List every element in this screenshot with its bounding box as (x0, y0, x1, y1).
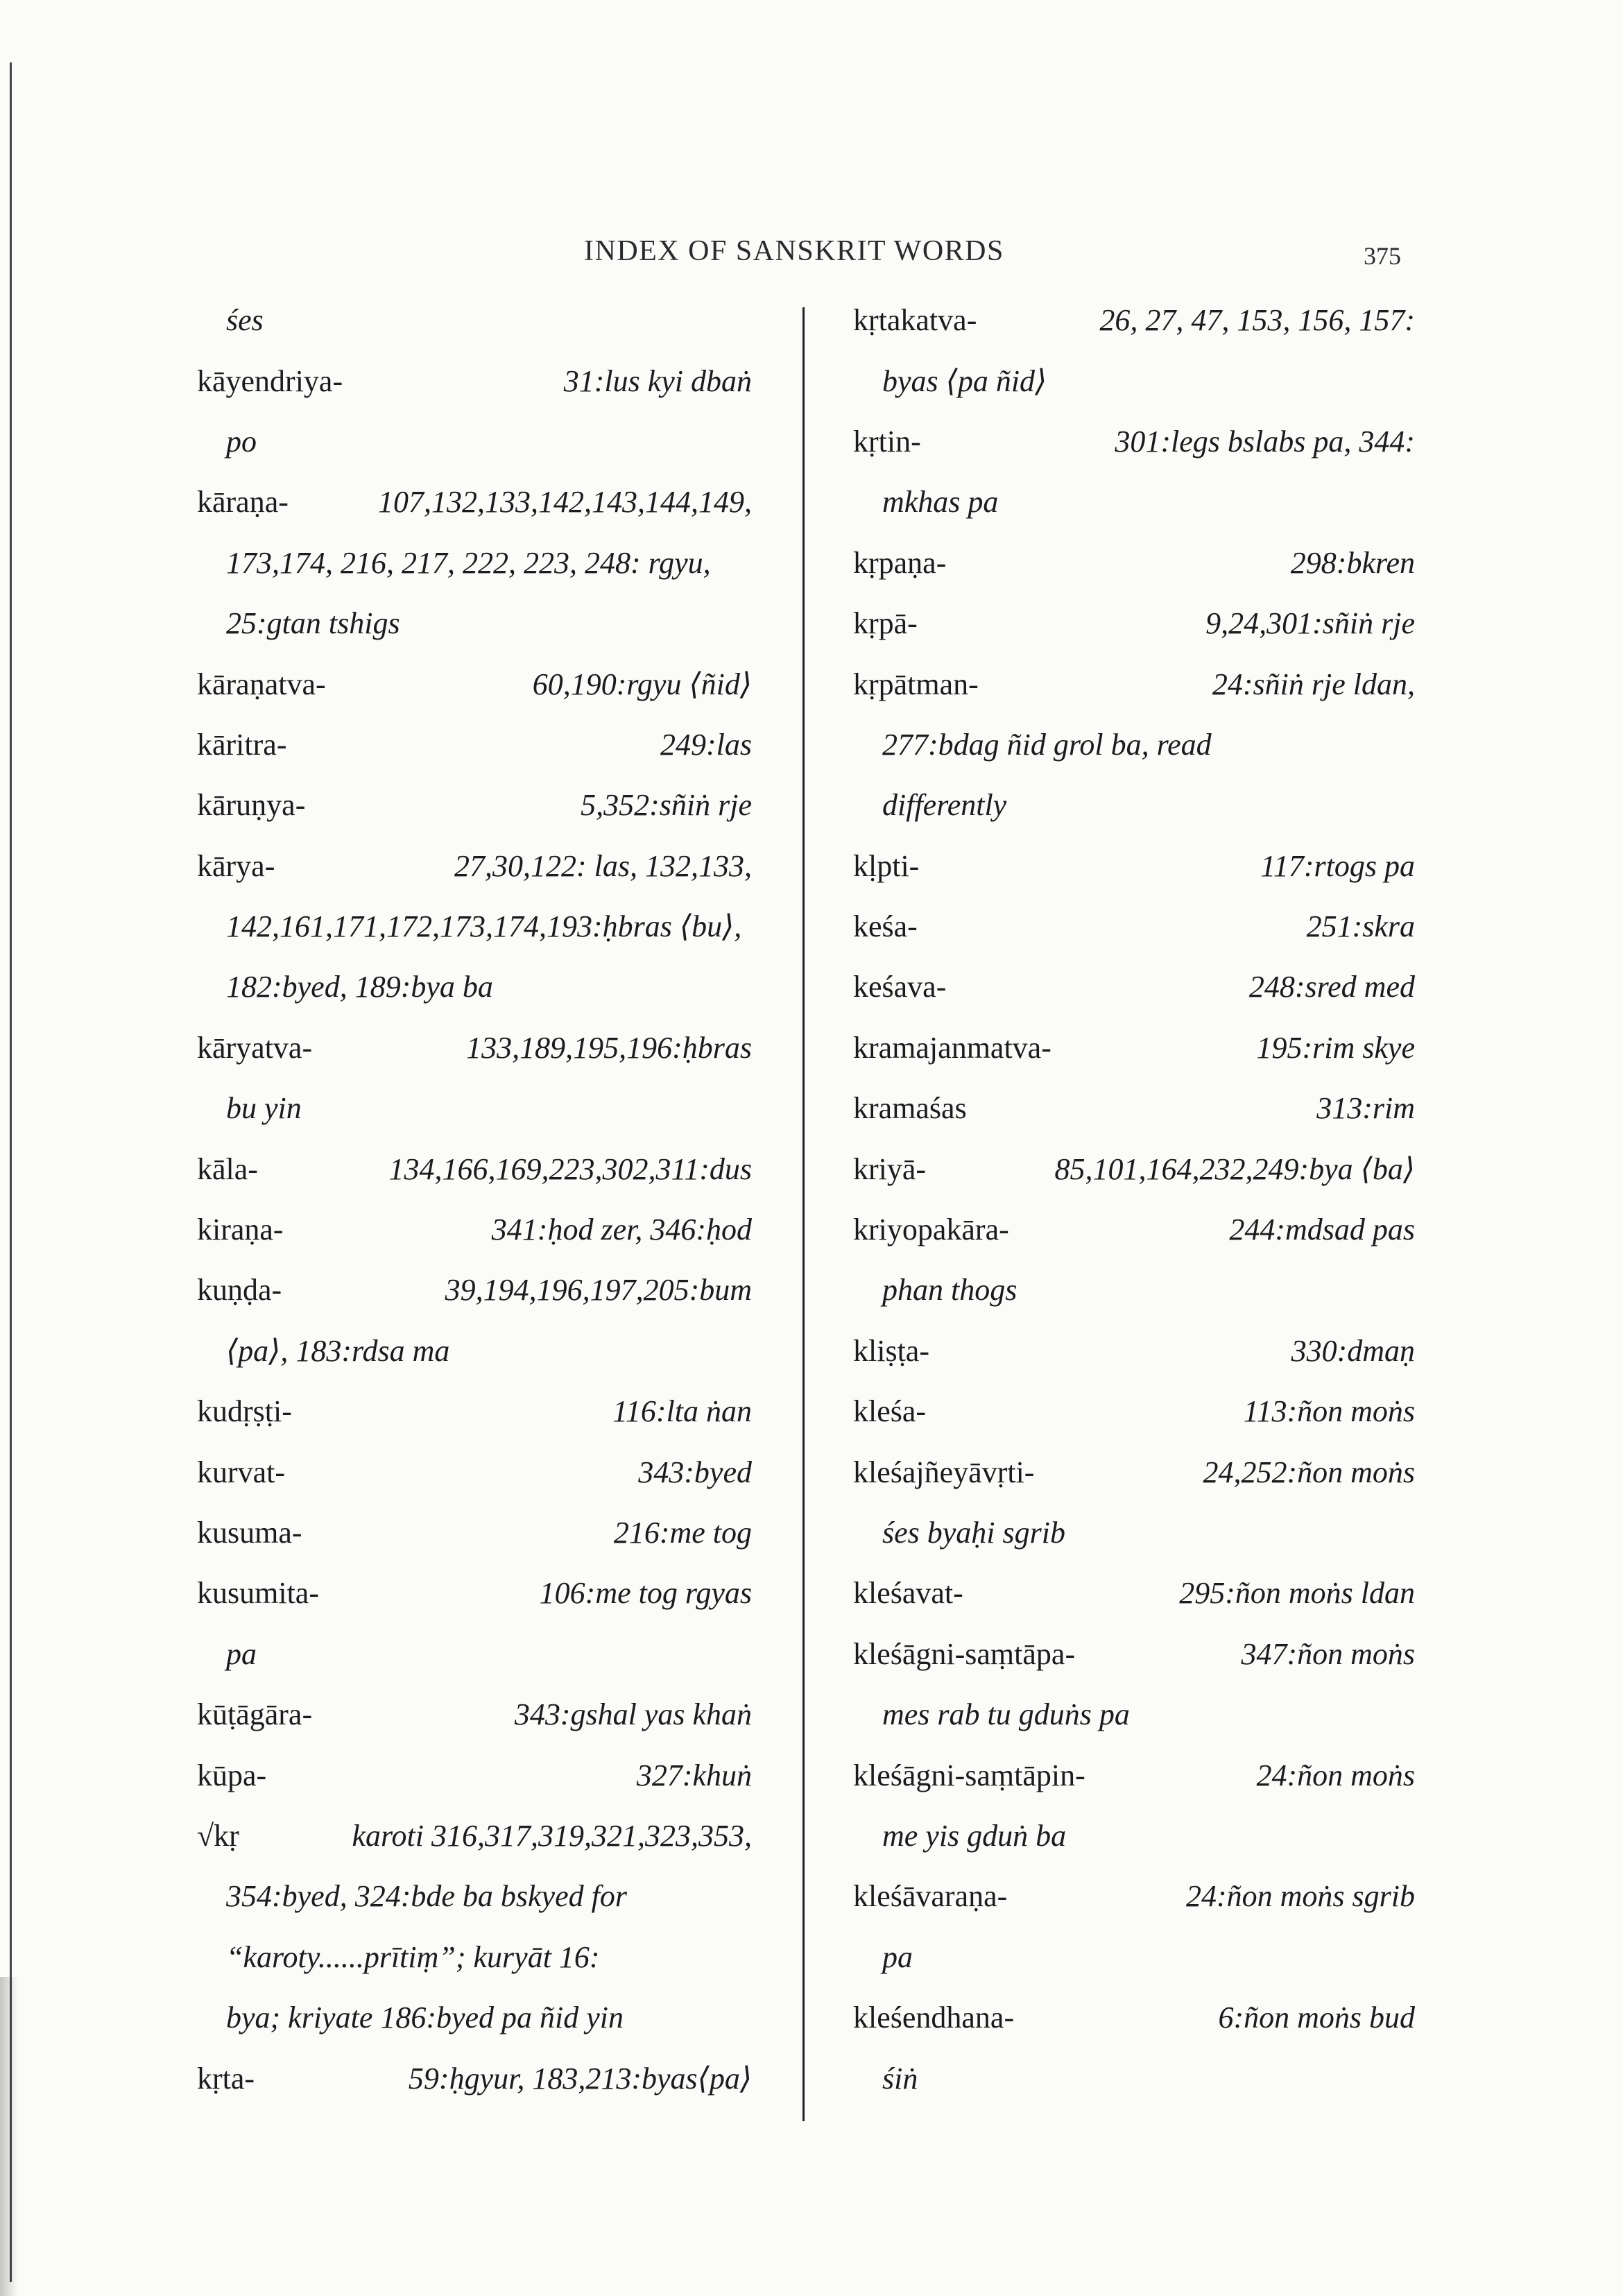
headword: kṛpātman- (853, 667, 979, 701)
continuation-text: bu yin (226, 1091, 302, 1126)
entry-references: 106:me tog rgyas (539, 1576, 752, 1611)
index-entry (853, 1138, 1415, 1199)
entry-references: 24:ñon moṅs sgrib (1185, 1879, 1415, 1914)
continuation-text: ⟨pa⟩, 183:rdsa ma (226, 1333, 450, 1368)
headword: kiraṇa- (197, 1213, 284, 1247)
headword: kleśa- (853, 1394, 927, 1429)
entry-references: 24,252:ñon moṅs (1203, 1455, 1415, 1489)
index-entry (197, 775, 752, 835)
entry-continuation (197, 1624, 752, 1684)
continuation-text: 277:bdag ñid grol ba, read (882, 727, 1212, 762)
entry-references: 24:sñiṅ rje ldan, (1212, 667, 1415, 701)
entry-continuation (197, 957, 752, 1017)
index-entry (197, 1745, 752, 1805)
entry-references: 298:bkren (1290, 545, 1415, 580)
column-divider (802, 307, 805, 2121)
entry-references: 327:khuṅ (636, 1758, 752, 1792)
entry-references: 313:rim (1316, 1091, 1415, 1126)
headword: kḷpti- (853, 848, 920, 883)
index-entry (853, 1381, 1415, 1441)
page-number: 375 (1364, 242, 1401, 270)
headword: kurvat- (197, 1455, 286, 1489)
headword: kāla- (197, 1151, 258, 1186)
entry-references: 116:lta ṅan (612, 1394, 752, 1429)
index-entry (853, 1866, 1415, 1926)
entry-continuation (197, 593, 752, 653)
page-edge-stain (0, 1977, 18, 2296)
index-entry (197, 714, 752, 775)
entry-references: 251:skra (1306, 909, 1415, 944)
headword: kūṭāgāra- (197, 1697, 313, 1732)
entry-references: 343:byed (638, 1455, 752, 1489)
index-entry (197, 1684, 752, 1745)
entry-references: 343:gshal yas khaṅ (514, 1697, 752, 1732)
entry-continuation (197, 1927, 752, 1987)
headword: kūpa- (197, 1758, 267, 1792)
headword: kṛtin- (853, 424, 921, 459)
entry-continuation (853, 1502, 1415, 1563)
headword: kāraṇa- (197, 485, 289, 520)
headword: kāritra- (197, 727, 287, 762)
headword: kusumita- (197, 1576, 319, 1611)
headword: kudṛṣṭi- (197, 1394, 292, 1429)
index-entry (853, 836, 1415, 896)
continuation-text: śes (226, 303, 264, 338)
entry-references: 249:las (660, 727, 752, 762)
entry-references: 26, 27, 47, 153, 156, 157: (1099, 303, 1415, 338)
index-entry (853, 1624, 1415, 1684)
headword: kleśendhana- (853, 2001, 1015, 2035)
headword: kṛpā- (853, 606, 918, 641)
index-entry (853, 290, 1415, 350)
index-entry (197, 1502, 752, 1563)
continuation-text: 354:byed, 324:bde ba bskyed for (226, 1879, 627, 1914)
entry-references: 85,101,164,232,249:bya ⟨ba⟩ (1054, 1151, 1415, 1186)
headword: kriyopakāra- (853, 1213, 1009, 1247)
continuation-text: “karoty......prītiṃ”; kuryāt 16: (226, 1939, 600, 1974)
index-entry (197, 1199, 752, 1260)
entry-references: 31:lus kyi dbaṅ (563, 363, 752, 398)
index-entry (197, 653, 752, 714)
entry-continuation (853, 1684, 1415, 1745)
continuation-text: 25:gtan tshigs (226, 606, 400, 641)
continuation-text: me yis gduṅ ba (882, 1818, 1067, 1853)
entry-references: 117:rtogs pa (1260, 848, 1415, 883)
headword: kleśajñeyāvṛti- (853, 1455, 1035, 1489)
entry-continuation (853, 472, 1415, 532)
entry-continuation (853, 775, 1415, 835)
entry-references: 5,352:sñiṅ rje (581, 788, 752, 823)
index-entry (197, 1441, 752, 1502)
headword: kramajanmatva- (853, 1030, 1051, 1065)
entry-references: karoti 316,317,319,321,323,353, (352, 1818, 752, 1853)
entry-references: 195:rim skye (1256, 1030, 1415, 1065)
entry-references: 9,24,301:sñiṅ rje (1205, 606, 1415, 641)
entry-continuation (197, 1321, 752, 1381)
continuation-text: pa (882, 1939, 913, 1974)
index-entry (197, 350, 752, 411)
page-edge-shadow (10, 62, 12, 2282)
entry-references: 134,166,169,223,302,311:dus (388, 1151, 752, 1186)
entry-references: 133,189,195,196:ḥbras (466, 1030, 752, 1065)
headword: √kṛ (197, 1818, 239, 1853)
entry-continuation (197, 533, 752, 593)
continuation-text: 173,174, 216, 217, 222, 223, 248: rgyu, (226, 545, 711, 580)
index-entry (197, 2048, 752, 2108)
entry-continuation (197, 1866, 752, 1926)
index-entry (197, 1138, 752, 1199)
headword: kārya- (197, 848, 275, 883)
index-entry (197, 1381, 752, 1441)
entry-continuation (197, 896, 752, 957)
entry-references: 341:ḥod zer, 346:ḥod (491, 1213, 752, 1247)
headword: kleśavat- (853, 1576, 963, 1611)
continuation-text: po (226, 424, 257, 459)
continuation-text: 182:byed, 189:bya ba (226, 970, 493, 1004)
continuation-text: differently (882, 788, 1007, 823)
index-entry (853, 593, 1415, 653)
headword: kleśāvaraṇa- (853, 1879, 1008, 1914)
entry-references: 27,30,122: las, 132,133, (454, 848, 752, 883)
index-entry (853, 1078, 1415, 1138)
entry-references: 330:dmaṇ (1291, 1333, 1415, 1368)
index-entry (197, 1563, 752, 1623)
entry-references: 295:ñon moṅs ldan (1179, 1576, 1415, 1611)
entry-references: 107,132,133,142,143,144,149, (378, 485, 752, 520)
continuation-text: mes rab tu gduṅs pa (882, 1697, 1130, 1732)
entry-references: 347:ñon moṅs (1241, 1636, 1415, 1671)
headword: kāyendriya- (197, 363, 343, 398)
page-header (0, 234, 1623, 276)
entry-references: 113:ñon moṅs (1243, 1394, 1415, 1429)
headword: kṛta- (197, 2061, 255, 2096)
index-entry (853, 1563, 1415, 1623)
index-entry (853, 1987, 1415, 2048)
entry-continuation (853, 350, 1415, 411)
headword: kliṣṭa- (853, 1333, 929, 1368)
entry-continuation (853, 1927, 1415, 1987)
index-entry (853, 533, 1415, 593)
entry-references: 248:sred med (1248, 970, 1415, 1004)
headword: kṛtakatva- (853, 303, 977, 338)
index-entry (197, 1806, 752, 1866)
continuation-text: śiṅ (882, 2061, 918, 2096)
continuation-text: 142,161,171,172,173,174,193:ḥbras ⟨bu⟩, (226, 909, 742, 944)
entry-continuation (197, 411, 752, 472)
index-entry (853, 1018, 1415, 1078)
continuation-text: byas ⟨pa ñid⟩ (882, 363, 1047, 398)
index-entry (853, 1441, 1415, 1502)
index-entry (853, 1321, 1415, 1381)
entry-continuation (197, 290, 752, 350)
entry-continuation (853, 1806, 1415, 1866)
entry-references: 24:ñon moṅs (1256, 1758, 1415, 1792)
continuation-text: śes byaḥi sgrib (882, 1516, 1065, 1550)
index-entry (197, 472, 752, 532)
headword: keśava- (853, 970, 947, 1004)
index-entry (197, 1018, 752, 1078)
index-entry (853, 1745, 1415, 1805)
left-column (197, 290, 752, 2109)
entry-continuation (197, 1078, 752, 1138)
index-entry (853, 411, 1415, 472)
entry-references: 301:legs bslabs pa, 344: (1115, 424, 1415, 459)
continuation-text: mkhas pa (882, 485, 999, 520)
index-entry (197, 836, 752, 896)
entry-references: 39,194,196,197,205:bum (445, 1273, 752, 1308)
headword: kāryatva- (197, 1030, 313, 1065)
running-title: INDEX OF SANSKRIT WORDS (584, 235, 1004, 267)
entry-continuation (853, 714, 1415, 775)
index-entry (197, 1260, 752, 1320)
index-entry (853, 957, 1415, 1017)
continuation-text: phan thogs (882, 1273, 1017, 1308)
entry-references: 244:mdsad pas (1229, 1213, 1415, 1247)
index-entry (853, 653, 1415, 714)
headword: kriyā- (853, 1151, 927, 1186)
index-entry (853, 1199, 1415, 1260)
entry-continuation (853, 1260, 1415, 1320)
headword: kramaśas (853, 1091, 967, 1126)
entry-continuation (853, 2048, 1415, 2108)
right-column (853, 290, 1415, 2109)
entry-references: 6:ñon moṅs bud (1218, 2001, 1415, 2035)
headword: kāruṇya- (197, 788, 306, 823)
headword: kleśāgni-saṃtāpa- (853, 1636, 1076, 1671)
index-entry (853, 896, 1415, 957)
headword: keśa- (853, 909, 918, 944)
entry-continuation (197, 1987, 752, 2048)
headword: kṛpaṇa- (853, 545, 947, 580)
headword: kuṇḍa- (197, 1273, 282, 1308)
entry-references: 216:me tog (613, 1516, 752, 1550)
entry-references: 60,190:rgyu ⟨ñid⟩ (532, 667, 752, 701)
headword: kleśāgni-saṃtāpin- (853, 1758, 1085, 1792)
continuation-text: bya; kriyate 186:byed pa ñid yin (226, 2001, 624, 2035)
headword: kusuma- (197, 1516, 302, 1550)
entry-references: 59:ḥgyur, 183,213:byas⟨pa⟩ (408, 2061, 752, 2096)
headword: kāraṇatva- (197, 667, 326, 701)
continuation-text: pa (226, 1636, 257, 1671)
